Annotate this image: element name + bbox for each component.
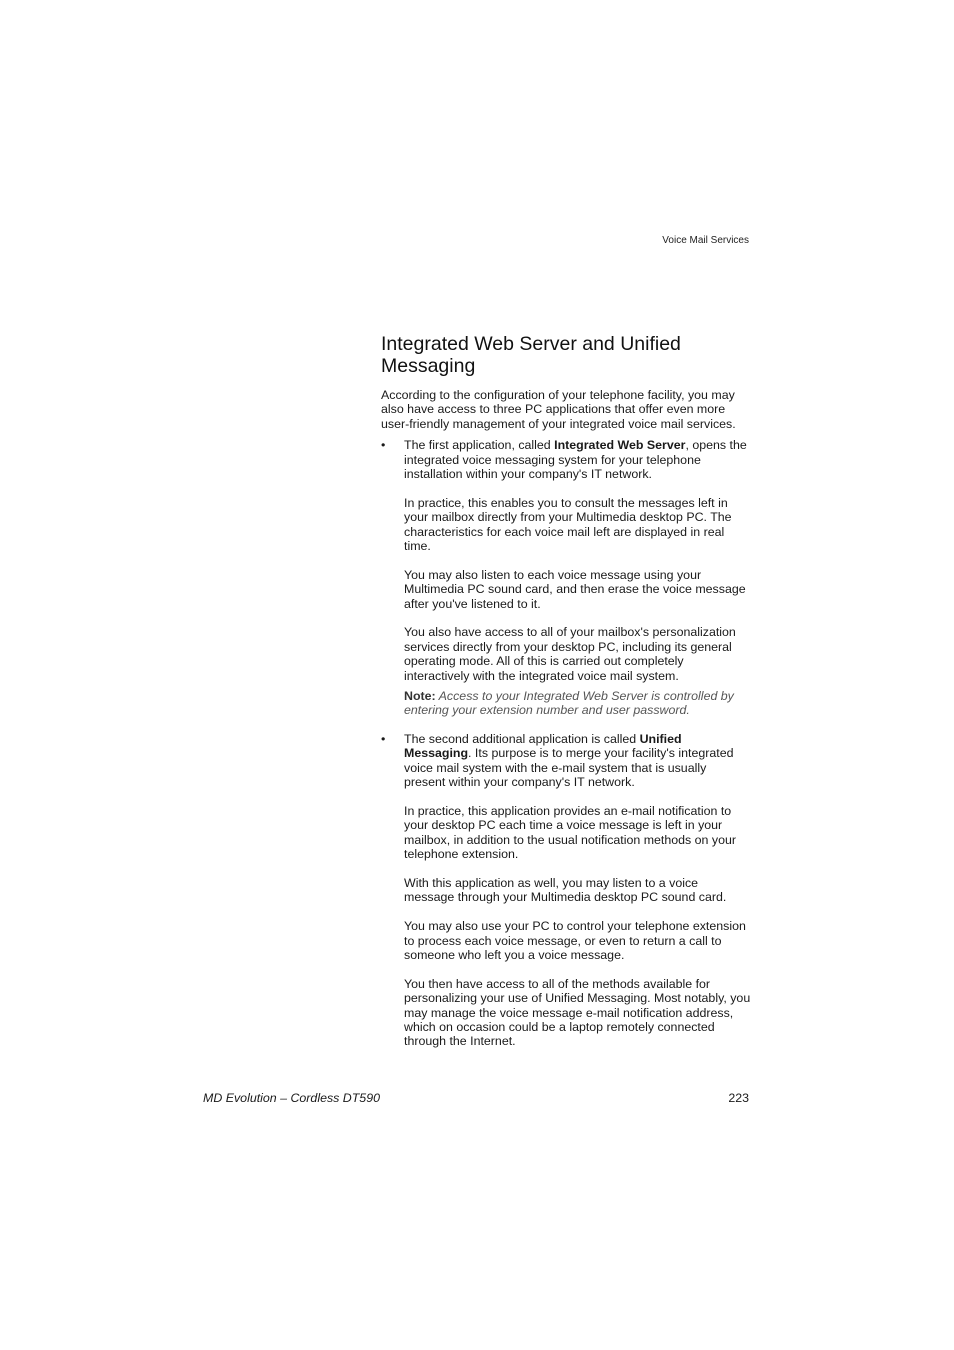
intro-paragraph: According to the configuration of your telephone facility, you may also have access to three PC applications that offer even more user-friendly management of your integrated voice mail services. bbox=[381, 388, 736, 431]
body-paragraph: With this application as well, you may listen to a voice message through your Multimedia desktop PC sound card. bbox=[404, 875, 727, 905]
body-paragraph: You then have access to all of the methods available for personalizing your use of Unified Messaging. Most notably, you may manage the voice message e-mail notification address, which on occasion could be a laptop remotely connected through the Internet. bbox=[404, 976, 751, 1049]
bullet-lead: The second additional application is called Unified Messaging. Its purpose is to merge your facility's integrated voice mail system with the e-mail system that is usually present within your company's IT network. bbox=[404, 731, 734, 790]
footer-product: MD Evolution – Cordless DT590 bbox=[203, 1091, 380, 1105]
bullet-lead: The first application, called Integrated Web Server, opens the integrated voice messaging system for your telephone installation within your company's IT network. bbox=[404, 438, 747, 482]
body-paragraph: In practice, this application provides an e-mail notification to your desktop PC each time a voice message is left in your mailbox, in addition to the usual notification methods on your telephone extension. bbox=[404, 803, 736, 862]
bullet-integrated-web-server bbox=[381, 438, 751, 683]
bullet-unified-messaging bbox=[381, 732, 751, 1049]
section-title: Integrated Web Server and Unified Messaging bbox=[381, 333, 681, 377]
note-label: Note: bbox=[404, 689, 436, 704]
note-text: Access to your Integrated Web Server is controlled by entering your extension number and user password. bbox=[404, 689, 734, 718]
body-paragraph: In practice, this enables you to consult the messages left in your mailbox directly from your Multimedia desktop PC. The characteristics for each voice mail left are displayed in real time. bbox=[404, 495, 732, 554]
main-content bbox=[381, 333, 751, 1055]
note bbox=[404, 689, 751, 718]
term-integrated-web-server: Integrated Web Server bbox=[554, 438, 686, 453]
body-paragraph: You may also listen to each voice message using your Multimedia PC sound card, and then erase the voice message after you've listened to it. bbox=[404, 567, 746, 611]
running-header: Voice Mail Services bbox=[662, 235, 749, 246]
term-unified-messaging: Unified Messaging bbox=[404, 731, 682, 761]
bullet-marker: • bbox=[381, 438, 386, 453]
page-number: 223 bbox=[728, 1091, 749, 1105]
bullet-marker: • bbox=[381, 731, 386, 746]
body-paragraph: You also have access to all of your mailbox's personalization services directly from your desktop PC, including its general operating mode. All of this is carried out completely interactively with the integrated voice mail system. bbox=[404, 625, 736, 683]
body-paragraph: You may also use your PC to control your telephone extension to process each voice message, or even to return a call to someone who left you a voice message. bbox=[404, 919, 746, 962]
